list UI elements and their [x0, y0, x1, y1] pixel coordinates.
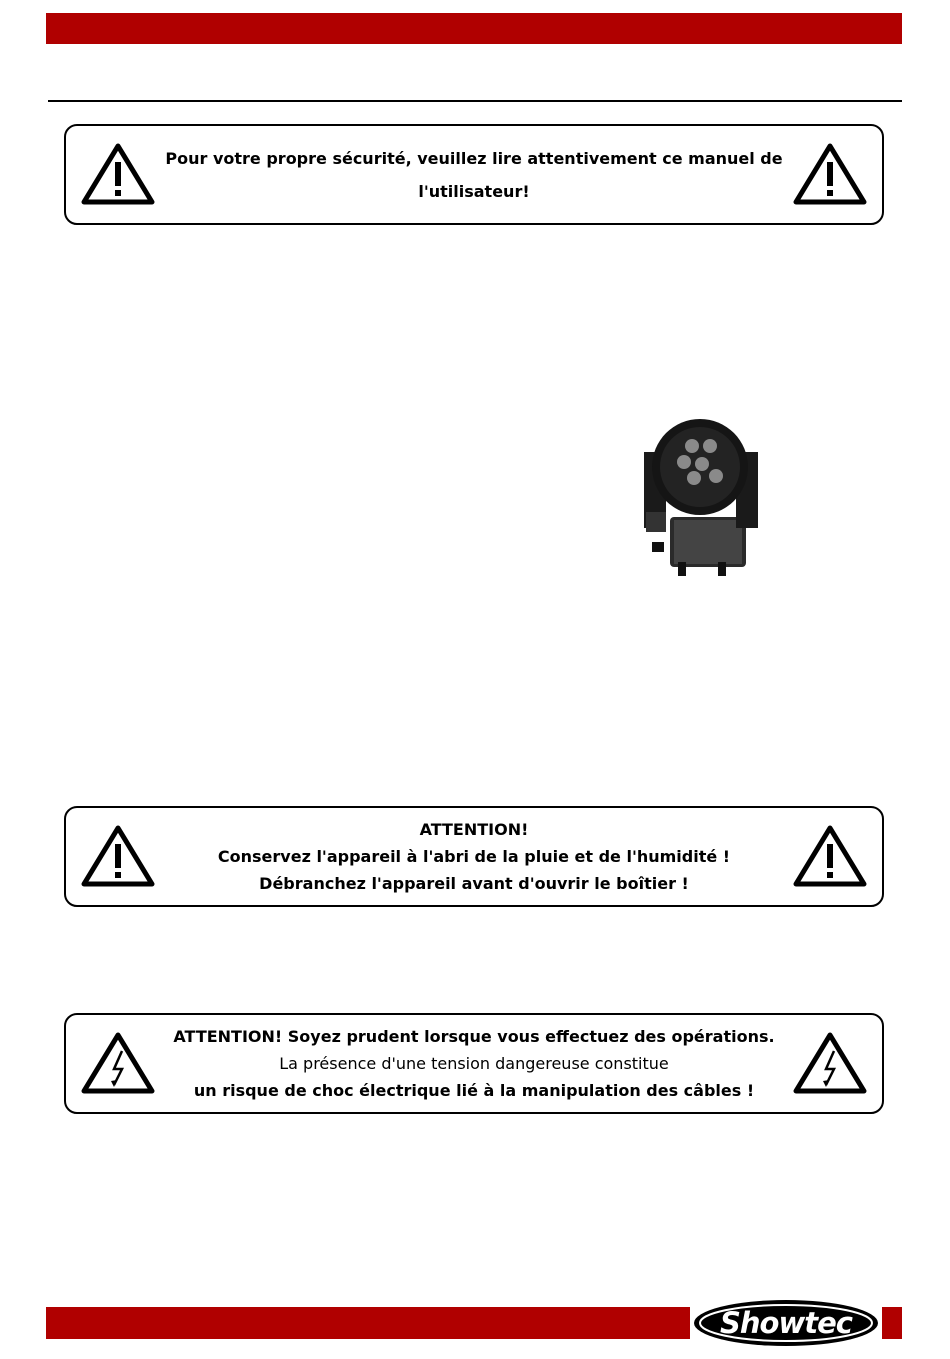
warning-exclamation-icon — [792, 824, 868, 888]
warning-line: l'utilisateur! — [418, 181, 530, 201]
warning-line: ATTENTION! Soyez prudent lorsque vous effectuez des opérations. — [173, 1027, 775, 1046]
electric-hazard-icon — [792, 1031, 868, 1095]
warning-line: ATTENTION! — [419, 820, 529, 839]
warning-line: Débranchez l'appareil avant d'ouvrir le boîtier ! — [259, 874, 689, 893]
warning-line: La présence d'une tension dangereuse constitue — [279, 1054, 669, 1073]
showtec-logo — [690, 1298, 882, 1348]
safety-warning-text — [166, 126, 782, 223]
electric-warning-text — [166, 1015, 782, 1112]
warning-exclamation-icon — [80, 142, 156, 206]
moving-head-light-icon — [632, 412, 762, 582]
header-bar — [46, 13, 902, 44]
moisture-warning-text — [166, 808, 782, 905]
warning-line: Pour votre propre sécurité, veuillez lire attentivement ce manuel de — [165, 148, 783, 168]
warning-line: Conservez l'appareil à l'abri de la pluie et de l'humidité ! — [217, 847, 731, 866]
logo-text: Showtec — [720, 1306, 852, 1340]
electric-warning-box — [64, 1013, 884, 1114]
safety-warning-box — [64, 124, 884, 225]
warning-exclamation-icon — [80, 824, 156, 888]
header-rule — [48, 100, 902, 102]
warning-exclamation-icon — [792, 142, 868, 206]
moisture-warning-box — [64, 806, 884, 907]
warning-line: un risque de choc électrique lié à la manipulation des câbles ! — [193, 1081, 755, 1100]
electric-hazard-icon — [80, 1031, 156, 1095]
